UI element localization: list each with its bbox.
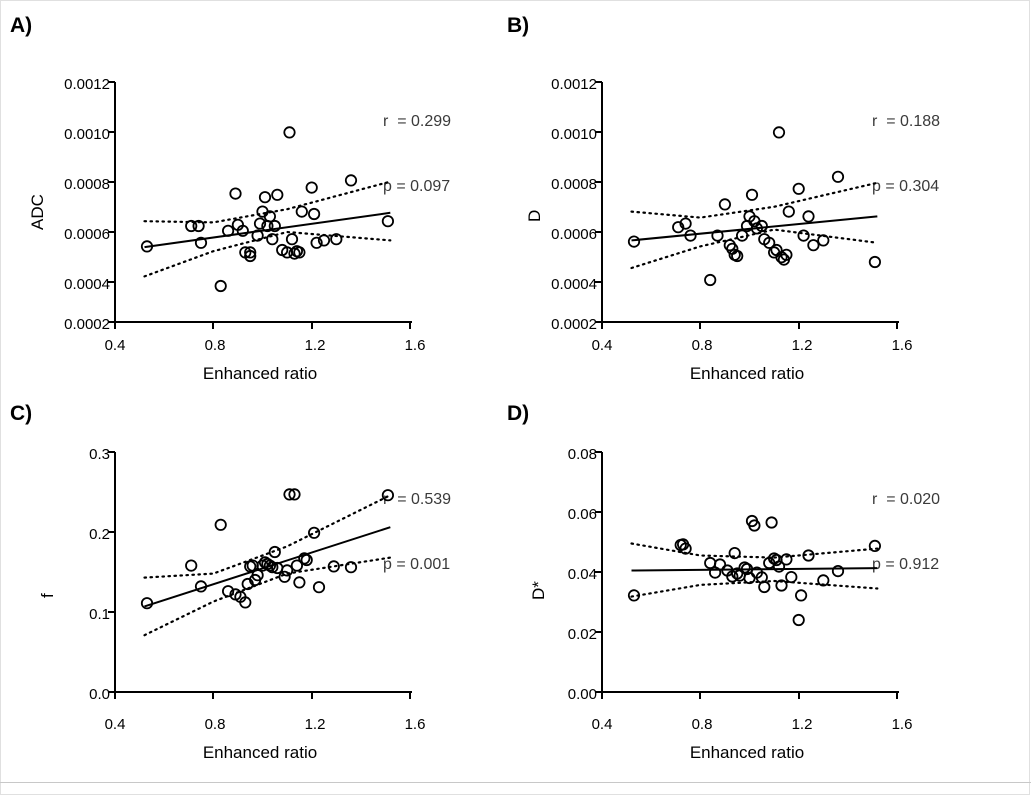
panel-d-stat-p: p = 0.912 <box>872 555 940 573</box>
panel-a <box>0 0 515 400</box>
panel-d-xtick-2: 1.2 <box>791 716 813 733</box>
panel-d-ytick-0: 0.08 <box>567 446 597 463</box>
panel-d-ytick-3: 0.02 <box>567 626 597 643</box>
panel-d-xtick-1: 0.8 <box>691 716 713 733</box>
panel-c <box>0 388 515 788</box>
panel-c-ytick-2: 0.1 <box>89 606 110 623</box>
panel-b-xtick-3: 1.6 <box>891 337 913 354</box>
panel-c-letter: C) <box>10 402 33 425</box>
panel-b-ytick-5: 0.0002 <box>551 316 597 333</box>
panel-d-xlabel: Enhanced ratio <box>689 743 805 762</box>
panel-c-ytick-0: 0.3 <box>89 446 110 463</box>
panel-d-xtick-0: 0.4 <box>591 716 613 733</box>
panel-a-ytick-2: 0.0008 <box>64 176 110 193</box>
panel-d-ylabel: D* <box>529 581 548 600</box>
panel-d-ytick-2: 0.04 <box>567 566 597 583</box>
panel-a-xtick-0: 0.4 <box>104 337 126 354</box>
panel-b-ylabel: D <box>525 209 544 222</box>
panel-a-ytick-4: 0.0004 <box>64 276 110 293</box>
panel-b-stat-r: r = 0.188 <box>872 113 941 131</box>
panel-d-ytick-1: 0.06 <box>567 506 597 523</box>
panel-c-xtick-0: 0.4 <box>104 716 126 733</box>
panel-b-xtick-0: 0.4 <box>591 337 613 354</box>
panel-c-xtick-1: 0.8 <box>204 716 226 733</box>
panel-d <box>497 388 1012 788</box>
panel-b-ytick-0: 0.0012 <box>551 76 597 93</box>
panel-d-letter: D) <box>507 402 530 425</box>
panel-b-xtick-1: 0.8 <box>691 337 713 354</box>
panel-a-letter: A) <box>10 14 33 37</box>
panel-a-plot <box>0 0 420 340</box>
panel-a-xtick-1: 0.8 <box>204 337 226 354</box>
panel-b-xlabel: Enhanced ratio <box>689 364 805 383</box>
panel-c-stat-p: p = 0.001 <box>383 555 451 573</box>
panel-a-xtick-2: 1.2 <box>304 337 326 354</box>
panel-b-ytick-3: 0.0006 <box>551 226 597 243</box>
panel-a-stat-r: r = 0.299 <box>383 113 452 131</box>
panel-d-xtick-3: 1.6 <box>891 716 913 733</box>
panel-b-stat-p: p = 0.304 <box>872 177 940 195</box>
panel-c-xlabel: Enhanced ratio <box>202 743 318 762</box>
panel-a-xtick-3: 1.6 <box>404 337 426 354</box>
panel-a-ytick-1: 0.0010 <box>64 126 110 143</box>
panel-b-letter: B) <box>507 14 530 37</box>
panel-d-stat-r: r = 0.020 <box>872 491 941 509</box>
panel-b-ytick-4: 0.0004 <box>551 276 597 293</box>
panel-b-xtick-2: 1.2 <box>791 337 813 354</box>
panel-c-plot <box>0 388 420 728</box>
panel-c-xtick-2: 1.2 <box>304 716 326 733</box>
panel-c-xtick-3: 1.6 <box>404 716 426 733</box>
panel-a-xlabel: Enhanced ratio <box>202 364 318 383</box>
panel-b-ytick-2: 0.0008 <box>551 176 597 193</box>
panel-c-ylabel: f <box>38 593 57 598</box>
panel-c-ytick-3: 0.0 <box>89 686 110 703</box>
panel-b-ytick-1: 0.0010 <box>551 126 597 143</box>
figure-bottom-rule <box>0 782 1031 783</box>
panel-a-ytick-0: 0.0012 <box>64 76 110 93</box>
panel-a-ylabel: ADC <box>28 194 47 230</box>
panel-c-ytick-1: 0.2 <box>89 526 110 543</box>
panel-c-stat-r: r = 0.539 <box>383 491 452 509</box>
panel-d-plot <box>497 388 917 728</box>
panel-b <box>497 0 1012 400</box>
panel-a-ytick-5: 0.0002 <box>64 316 110 333</box>
panel-a-stat-p: p = 0.097 <box>383 177 451 195</box>
panel-b-plot <box>497 0 917 340</box>
panel-a-ytick-3: 0.0006 <box>64 226 110 243</box>
panel-d-ytick-4: 0.00 <box>567 686 597 703</box>
